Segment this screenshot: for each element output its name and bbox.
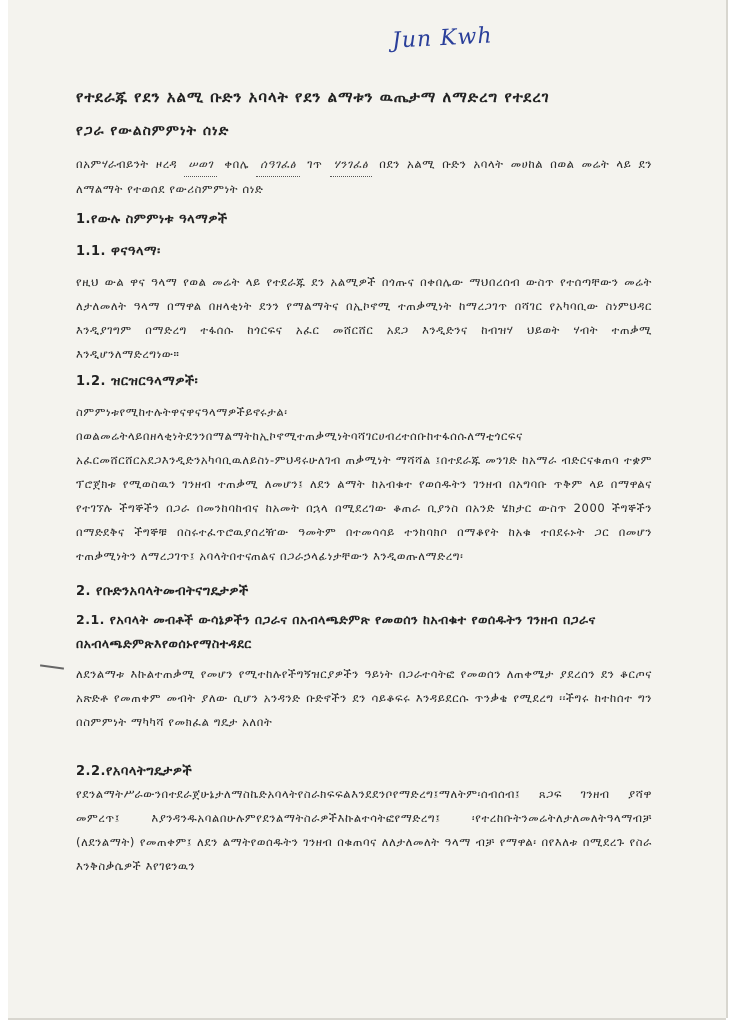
document-title: የተደራጁ የደን አልሚ ቡድን አባላት የደን ልማቱን ዉጤታማ ለማድረግ የተደረገ <box>76 88 550 106</box>
section-2-2-heading: 2.2.የአባላትግዴታዎች <box>76 764 193 779</box>
intro-fill-kebele: ሰዓገፈፅ <box>256 152 300 177</box>
intro-mid1: ቀበሌ <box>224 157 249 171</box>
document-subtitle: የጋራ የውልስምምነት ሰነድ <box>76 123 230 139</box>
margin-mark <box>40 664 64 669</box>
section-1-1-heading: 1.1. ዋናዓላማ፡ <box>76 244 161 259</box>
intro-fill-woreda: ሠወገ <box>184 152 217 177</box>
intro-fill-got: ሃንገፈፅ <box>330 152 373 177</box>
handwritten-note: Jun Kwh <box>391 23 494 54</box>
section-2-1-heading: 2.1. የአባላት መብቶች ውሳኔዎችን በጋራና በአብላጫድምጽ የመወሰን ከአብቁተ የወሰዱትን ገንዘብ በጋራና በአብላጫድምጽእየወሰኑየማስተዳደር <box>76 612 596 651</box>
document-page <box>8 0 726 1018</box>
intro-mid2: ገጥ <box>307 157 323 171</box>
intro-paragraph <box>76 152 652 201</box>
section-1-heading: 1.የውሉ ስምምነቱ ዓላማዎች <box>76 212 228 227</box>
intro-suffix: በደን አልሚ ቡድን አባላት መሀከል በወል መሬት ላይ ደን ለማልማት የተወሰደ የውሪስምምነት ሰነድ <box>76 157 652 196</box>
section-2-heading: 2. የቡድንአባላትመብትናግዴታዎች <box>76 584 249 599</box>
section-2-1-body: ለደንልማቱ እኩልተጠቃሚ የመሆን የሚተከሉየችግኝዝርያዎችን ዓይነት በጋራተሳትፎ የመወሰን ለጠቀሜታ ያደረሰን ደን ቆርጦና አጽድቶ የመጠቀም መብት ያለው ሲሆን አንዳንድ ቡድኖችን ደን ሳይቆፍሩ እንዳይደርሱ ጥንቃቄ የሚደረግ ፡፡ችግሩ ከተከሰተ ግን በስምምነት ማካካሻ የመክፈል ግዴታ አለበት <box>76 667 652 729</box>
section-2-2-body: የደንልማትሥራውንበተደራጀሁኔታለማስኬድአባላትየስራክፍፍልእንደደንቦየማድረግ፤ማለትም፡ሰብሰብ፤ ጸጋፍ ገንዘብ ያሻዋ መምረጥ፤ እያንዳንዱአባልበሁሉምየደንልማትስራዎችእኩልተሳትፎየማድረግ፤ ፡የተረከቡትንመሬትለታለመለትዓላማብቻ (ለደንልማት) የመጠቀም፤ ለደን ልማትየወሰዱትን ገንዘብ በቁጠባና ለለታለመለት ዓላማ ብቻ የማዋል፡ በየእለቱ በሚደረጉ የስራ እንቅስቃሴዎች እየገዩንዉን <box>76 787 652 873</box>
section-1-2-body: ስምምነቱየሚከተሉትዋናዋናዓላማዎችይኖሩታል፡ በወልመሬትላይበዘላቂነትደንንበማልማትከኢኮኖሚተጠቃሚነትባሻገርሀብረተሰቡከተፋሰሱለማቲጎርፍና አፈርመሸርሸርአደጋእንዲድንአካባቢዉለይስነ-ምህዳሩሁለገብ ጠቃሚነት ማሻሻል ፤በተደራጁ መንገድ ከአማራ ብድርናቁጠባ ተቋም ፕሮጀክቱ የሚወስዉን ገንዘብ ተጠቃሚ ለመሆን፤ ለደን ልማት ከአብቁተ የወሰዱትን ገንዘብ በአግባቡ ጥቅም ላይ በማዋልና የተገኘሉ ችግኞችን በጋራ በመንከባከብና ከአመት በኋላ በሚደረገው ቆጠራ ቢያንስ በአንድ ሄክታር ውስጥ 2000 ችግኞችን በማድደቅና ችግኞቹ በስሩተፈጥሮዉያሰረዥው ዓመትም በተመሳሳይ ተንከባክቦ በማቆየት ከአቁ ተበደሩኑት ጋር በመሆን ተጠቃሚነትን ለማረጋገጥ፤ አባላትበተናጠልና በጋራኃላፊነታቸውን እንዲወጡለማድረግ፡ <box>76 405 652 563</box>
intro-prefix: በአምሃራብይንት ዞረዳ <box>76 157 178 171</box>
section-1-1-body: የዚህ ውል ዋና ዓላማ የወል መሬት ላይ የተደራጁ ደን አልሚዎች በጎጡና በቀበሌው ማህበረሰብ ውስጥ የተሰጣቸውን መሬት ለታለመለት ዓላማ በማዋል በዘላቂነት ደንን የማልማትና በኢኮኖሚ ተጠቃሚነት ከማረጋገጥ በሻገር የአካባቢው ስነምህዳር እንዲያገግም በማድረግ ተፋሰሱ ከጎርፍና አፈር መሸርሸር አደጋ እንዲድንና ከብዝሃ ህይወት ሃብት ተጠቃሚ እንዲሆንለማድረግነው። <box>76 275 652 361</box>
section-1-2-heading: 1.2. ዝርዝርዓላማዎች፡ <box>76 374 199 389</box>
